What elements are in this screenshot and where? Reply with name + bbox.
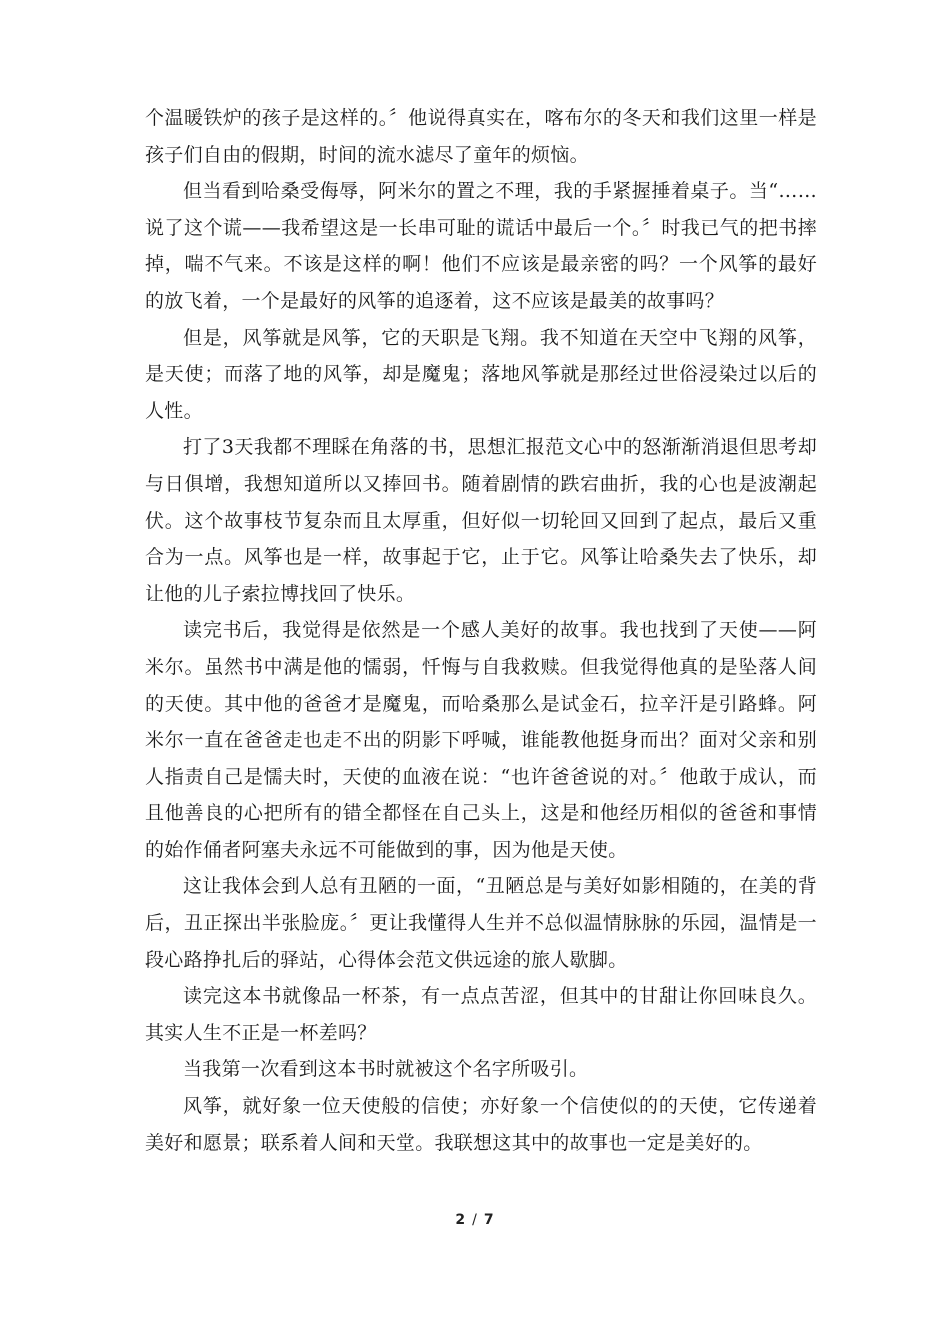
paragraph: 读完书后，我觉得是依然是一个感人美好的故事。我也找到了天使——阿米尔。虽然书中满是他的懦弱，忏悔与自我救赎。但我觉得他真的是坠落人间的天使。其中他的爸爸才是魔鬼，而哈桑那么是试金石，拉辛汗是引路蜂。阿米尔一直在爸爸走也走不出的阴影下呼喊，谁能教他挺身而出？面对父亲和别人指责自己是懦夫时，天使的血液在说：“也许爸爸说的对。〞他敢于成认，而且他善良的心把所有的错全都怪在自己头上，这是和他经历相似的爸爸和事情的始作俑者阿塞夫永远不可能做到的事，因为他是天使。	[145, 619, 817, 861]
page-number-footer	[0, 1212, 950, 1228]
page-number-separator: /	[472, 1212, 478, 1228]
paragraph: 打了3天我都不理睬在角落的书，思想汇报范文心中的怒渐渐消退但思考却与日俱增，我想知道所以又捧回书。随着剧情的跌宕曲折，我的心也是波潮起伏。这个故事枝节复杂而且太厚重，但好似一切轮回又回到了起点，最后又重合为一点。风筝也是一样，故事起于它，止于它。风筝让哈桑失去了快乐，却让他的儿子索拉博找回了快乐。	[145, 436, 817, 605]
paragraph-continued: 个温暖铁炉的孩子是这样的。〞他说得真实在，喀布尔的冬天和我们这里一样是孩子们自由的假期，时间的流水滤尽了童年的烦恼。	[145, 107, 817, 166]
paragraph: 当我第一次看到这本书时就被这个名字所吸引。	[183, 1058, 589, 1081]
document-body	[145, 100, 817, 1161]
paragraph: 但是，风筝就是风筝，它的天职是飞翔。我不知道在天空中飞翔的风筝，是天使；而落了地的风筝，却是魔鬼；落地风筝就是那经过世俗浸染过以后的人性。	[145, 326, 817, 422]
paragraph: 这让我体会到人总有丑陋的一面，“丑陋总是与美好如影相随的，在美的背后，丑正探出半张脸庞。〞更让我懂得人生并不总似温情脉脉的乐园，温情是一段心路挣扎后的驿站，心得体会范文供远途的旅人歇脚。	[145, 875, 817, 971]
paragraph: 但当看到哈桑受侮辱，阿米尔的置之不理，我的手紧握捶着桌子。当“……说了这个谎——我希望这是一长串可耻的谎话中最后一个。〞时我已气的把书摔掉，喘不气来。不该是这样的啊！他们不应该是最亲密的吗？一个风筝的最好的放飞着，一个是最好的风筝的追逐着，这不应该是最美的故事吗？	[145, 180, 817, 312]
paragraph: 读完这本书就像品一杯茶，有一点点苦涩，但其中的甘甜让你回味良久。其实人生不正是一杯差吗？	[145, 985, 817, 1044]
current-page-number: 2	[455, 1212, 467, 1228]
paragraph: 风筝，就好象一位天使般的信使；亦好象一个信使似的的天使，它传递着美好和愿景；联系着人间和天堂。我联想这其中的故事也一定是美好的。	[145, 1095, 817, 1154]
total-page-count: 7	[483, 1212, 495, 1228]
